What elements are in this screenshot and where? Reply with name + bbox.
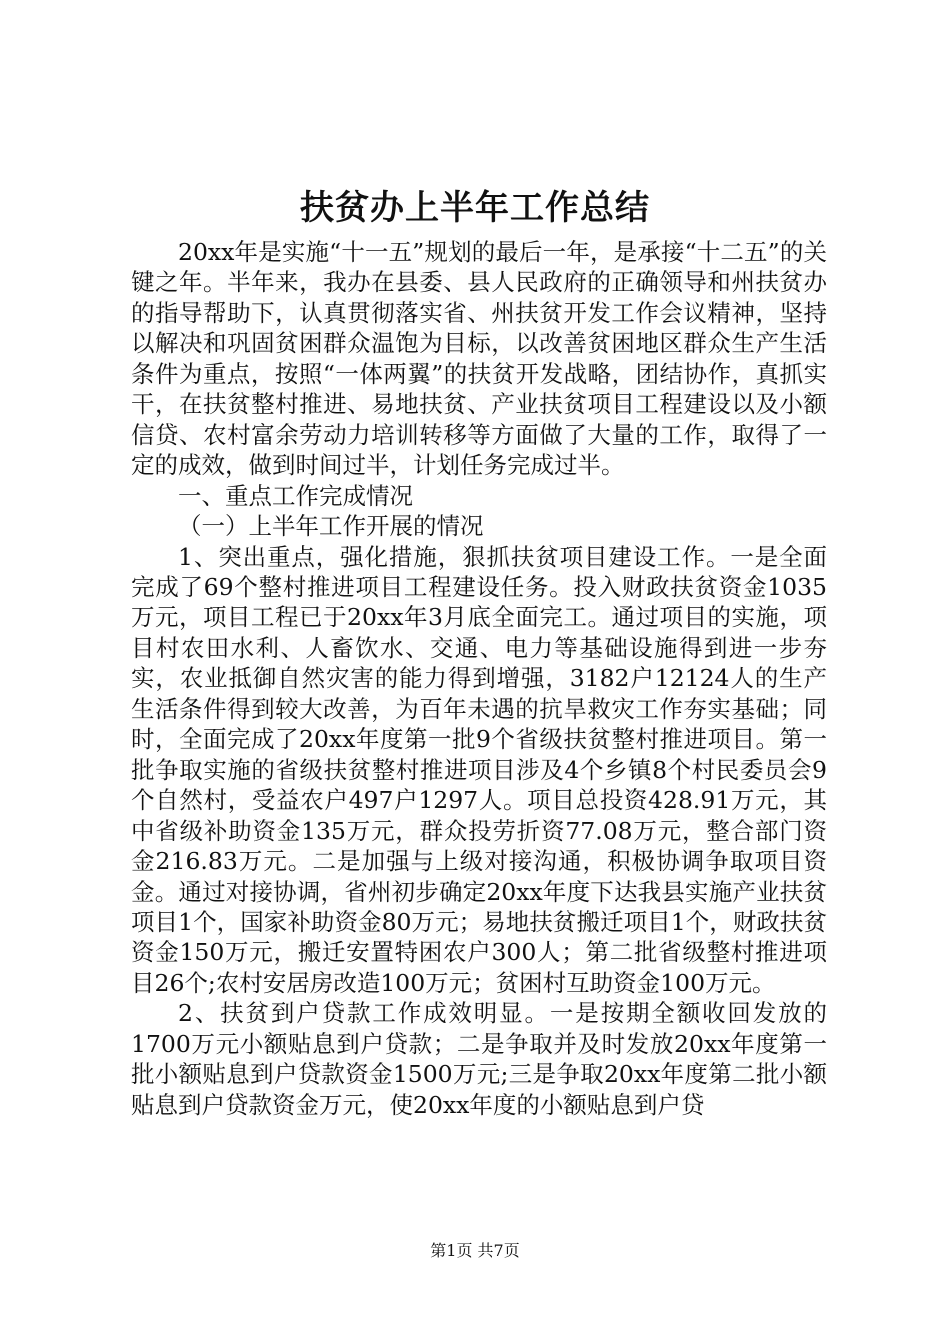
paragraph-household-loans: 2、扶贫到户贷款工作成效明显。一是按期全额收回发放的1700万元小额贴息到户贷款；二是争取并及时发放20xx年度第一批小额贴息到户贷款资金1500万元;三是争取20xx年度第二批小额贴息到户贷款资金万元，使20xx年度的小额贴息到户贷 xyxy=(131,999,827,1119)
subsection-heading: （一）上半年工作开展的情况 xyxy=(178,512,484,541)
page-number-footer: 第1页 共7页 xyxy=(430,1241,520,1260)
section-heading: 一、重点工作完成情况 xyxy=(178,481,413,510)
paragraph-intro: 20xx年是实施“十一五”规划的最后一年，是承接“十二五”的关键之年。半年来，我办在县委、县人民政府的正确领导和州扶贫办的指导帮助下，认真贯彻落实省、州扶贫开发工作会议精神，坚持以解决和巩固贫困群众温饱为目标，以改善贫困地区群众生产生活条件为重点，按照“一体两翼”的扶贫开发战略，团结协作，真抓实干，在扶贫整村推进、易地扶贫、产业扶贫项目工程建设以及小额信贷、农村富余劳动力培训转移等方面做了大量的工作，取得了一定的成效，做到时间过半，计划任务完成过半。 xyxy=(131,238,827,480)
paragraph-project-construction: 1、突出重点，强化措施，狠抓扶贫项目建设工作。一是全面完成了69个整村推进项目工程建设任务。投入财政扶贫资金1035万元，项目工程已于20xx年3月底全面完工。通过项目的实施，项目村农田水利、人畜饮水、交通、电力等基础设施得到进一步夯实，农业抵御自然灾害的能力得到增强，3182户12124人的生产生活条件得到较大改善，为百年未遇的抗旱救灾工作夯实基础；同时，全面完成了20xx年度第一批9个省级扶贫整村推进项目。第一批争取实施的省级扶贫整村推进项目涉及4个乡镇8个村民委员会9个自然村，受益农户497户1297人。项目总投资428.91万元，其中省级补助资金135万元，群众投劳折资77.08万元，整合部门资金216.83万元。二是加强与上级对接沟通，积极协调争取项目资金。通过对接协调，省州初步确定20xx年度下达我县实施产业扶贫项目1个，国家补助资金80万元；易地扶贫搬迁项目1个，财政扶贫资金150万元，搬迁安置特困农户300人；第二批省级整村推进项目26个;农村安居房改造100万元；贫困村互助资金100万元。 xyxy=(131,542,827,997)
document-title: 扶贫办上半年工作总结 xyxy=(300,188,650,228)
document-body xyxy=(131,237,827,1120)
